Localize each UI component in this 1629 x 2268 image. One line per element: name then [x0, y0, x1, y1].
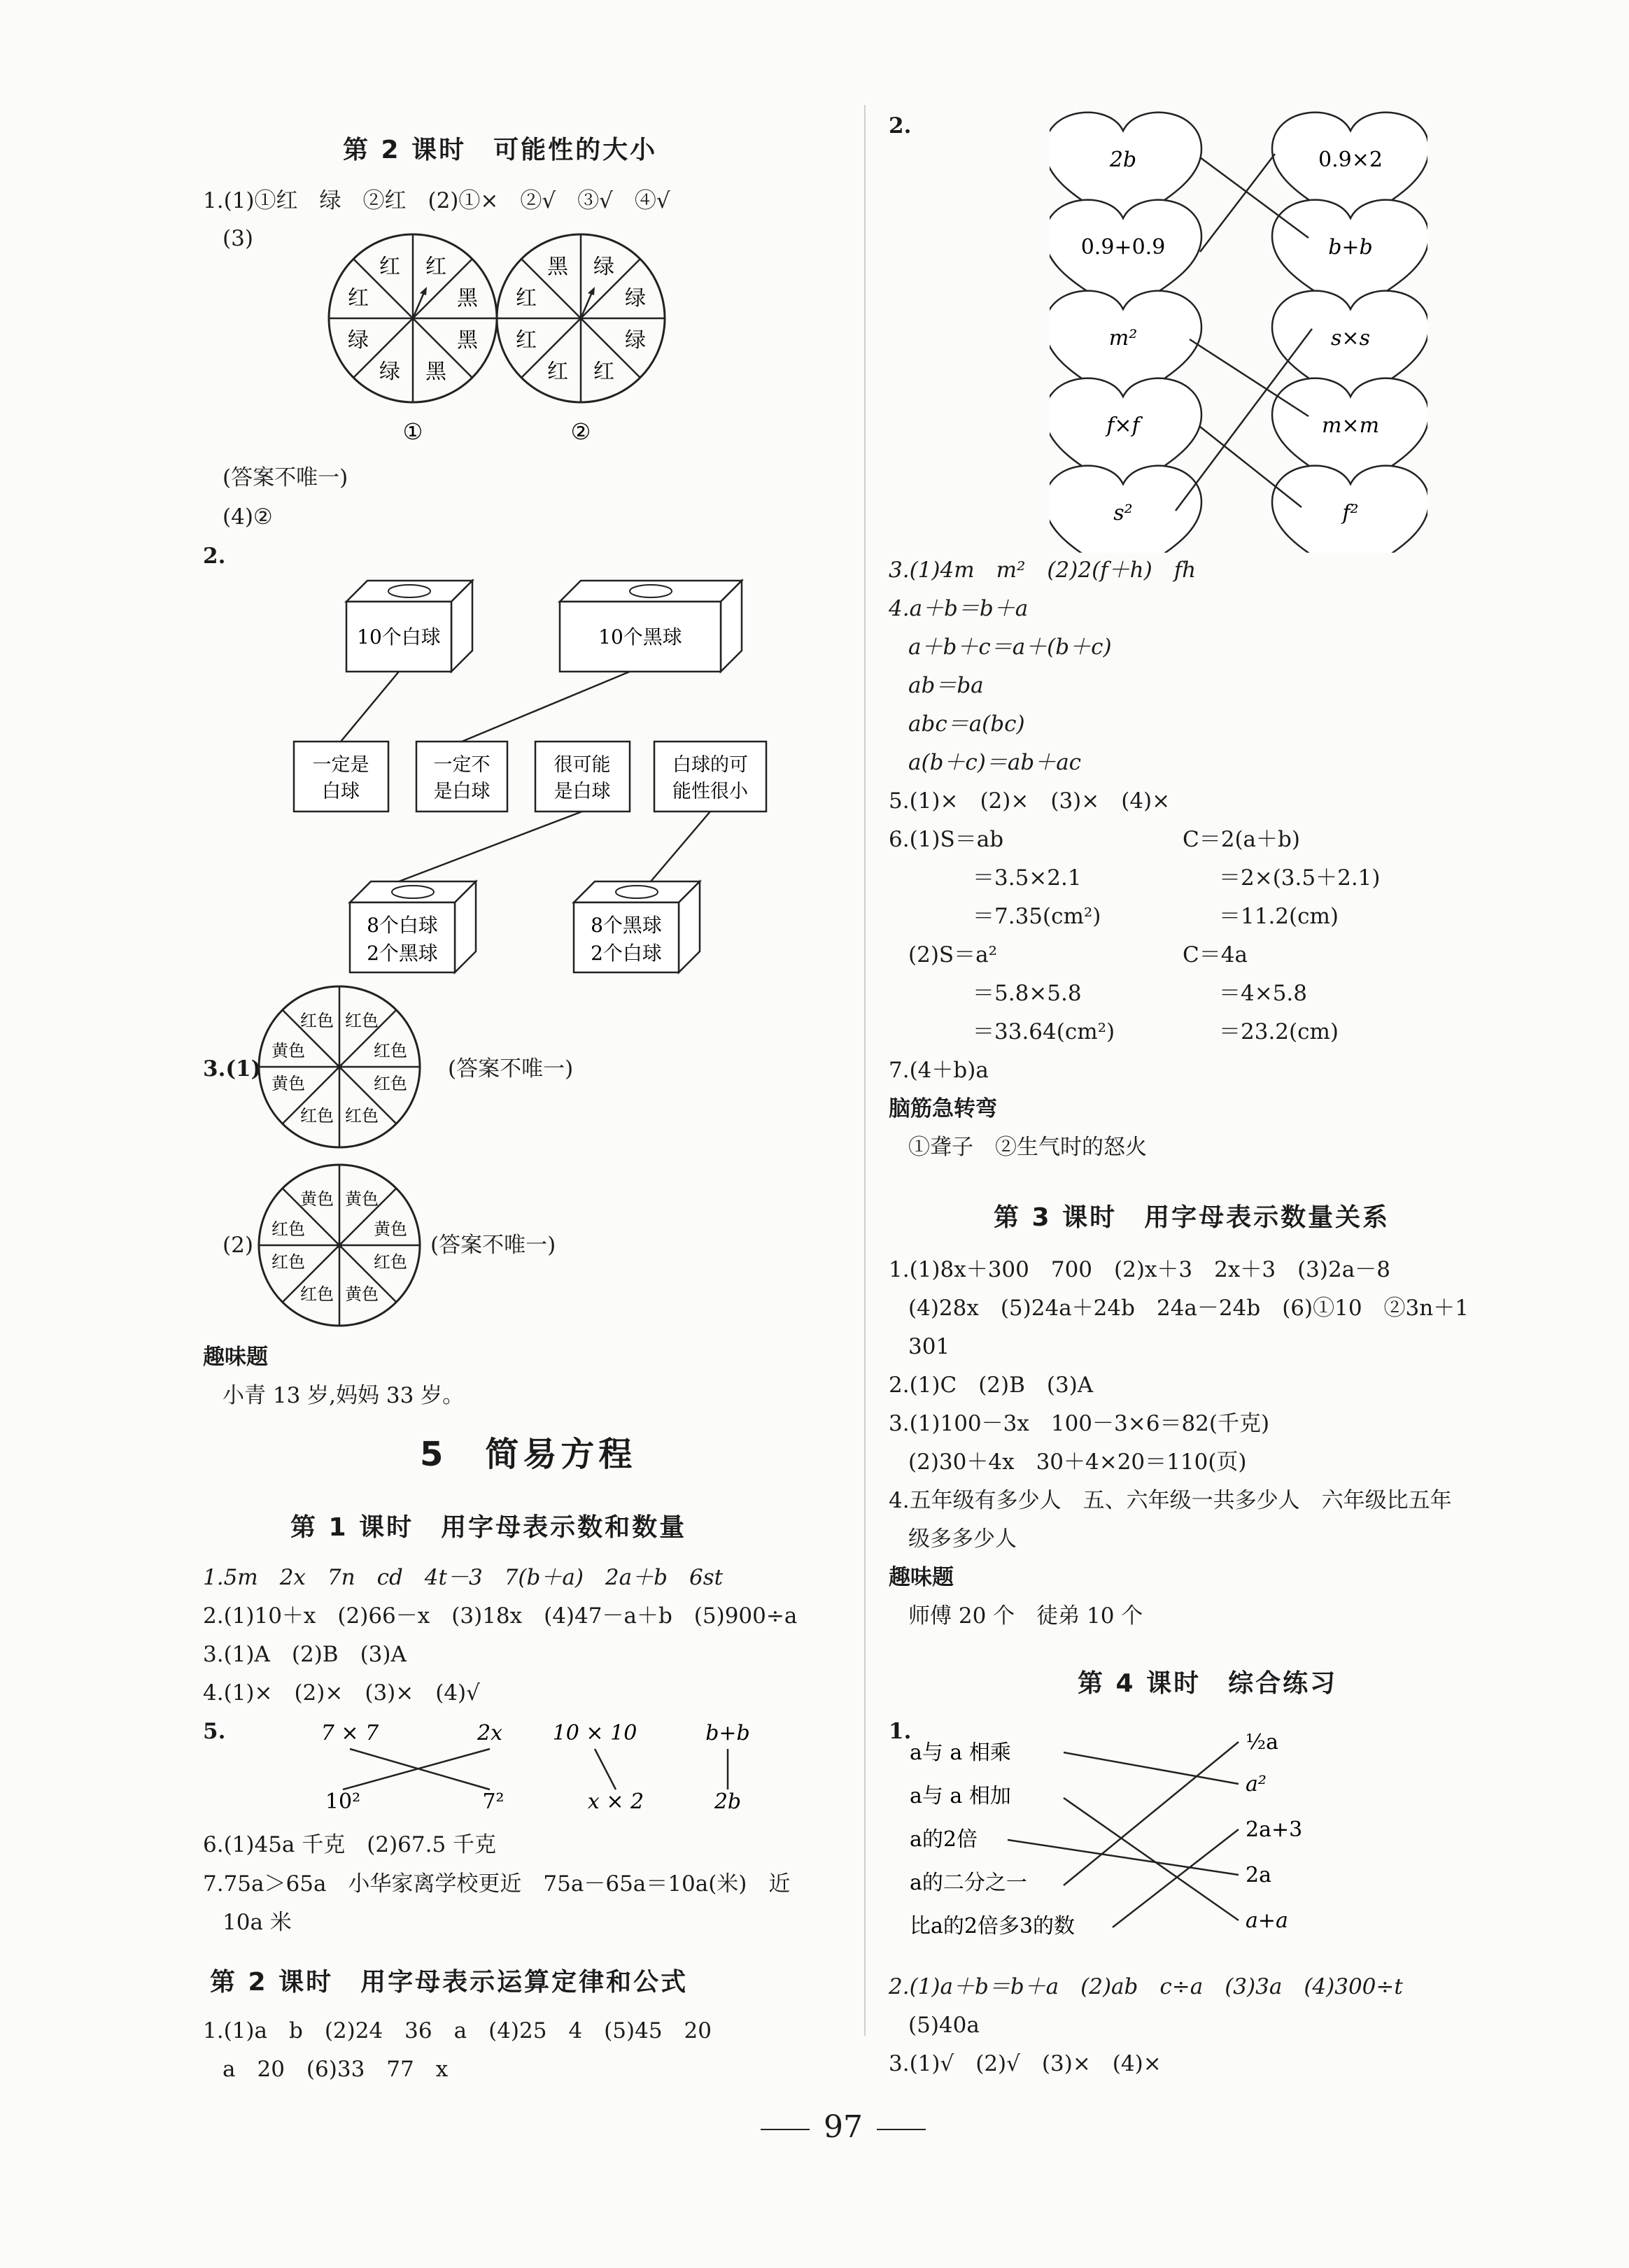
lesson1-answer-4: 4.(1)× (2)× (3)× (4)√	[203, 1680, 480, 1706]
match-left-2: a与 a 相加	[910, 1784, 1011, 1808]
heart-matching	[1050, 105, 1427, 553]
pie2-sector: 黄色	[374, 1219, 407, 1239]
pie1-sector: 红色	[300, 1011, 334, 1030]
section-title-lesson3: 第 3 课时 用字母表示数量关系	[994, 1203, 1390, 1232]
q5-top-1: 7 × 7	[320, 1721, 379, 1745]
pie2-sector: 红色	[272, 1252, 305, 1272]
right-answer-4-line4: abc＝a(bc)	[908, 711, 1025, 737]
spinner2-sector: 绿	[625, 328, 646, 353]
q5-bottom-2: 7²	[482, 1789, 505, 1814]
answer-1-4: (4)②	[223, 504, 273, 530]
section-title-lesson4: 第 4 课时 综合练习	[1078, 1669, 1338, 1698]
answer-3-1-label: 3.(1)	[203, 1056, 262, 1082]
note-not-unique-3: (答案不唯一)	[430, 1233, 556, 1258]
lesson3-answer-1-line1: 1.(1)8x＋300 700 (2)x＋3 2x＋3 (3)2a－8	[889, 1257, 1390, 1282]
spinner2-sector: 红	[516, 328, 537, 353]
q5-bottom-4: 2b	[714, 1789, 742, 1814]
match-right-2: a²	[1246, 1772, 1267, 1796]
mid-box-3-line1: 很可能	[553, 754, 611, 776]
spinner1-sector: 绿	[348, 328, 369, 353]
spinner1-sector: 黑	[457, 328, 478, 353]
box-bottom-2-line2: 2个白球	[591, 942, 662, 965]
spinner-2	[497, 234, 665, 445]
heart-right-3: s×s	[1331, 326, 1370, 350]
lesson3-answer-1-line3: 301	[908, 1334, 950, 1359]
q5-bottom-1: 10²	[325, 1789, 361, 1814]
spinner2-sector: 绿	[593, 255, 614, 279]
mid-box-1-line2: 白球	[322, 781, 360, 802]
fun-question-title-2: 趣味题	[889, 1565, 954, 1590]
answer-3-2-label: (2)	[223, 1233, 253, 1258]
match-left-3: a的2倍	[910, 1827, 978, 1852]
column-divider	[864, 105, 866, 2036]
right-answer-4-line3: ab＝ba	[908, 673, 984, 698]
right-answer-6-left-3: ＝7.35(cm²)	[973, 904, 1101, 929]
answer-2-label: 2.	[203, 544, 226, 569]
note-not-unique-2: (答案不唯一)	[448, 1056, 574, 1082]
box-bottom-1-line1: 8个白球	[367, 914, 438, 937]
box-top-1	[346, 581, 472, 672]
heart-right-4: m×m	[1321, 413, 1380, 438]
lesson1-answer-3: 3.(1)A (2)B (3)A	[203, 1642, 407, 1667]
brain-teaser-answer: ①聋子 ②生气时的怒火	[908, 1135, 1147, 1160]
match-left-5: 比a的2倍多3的数	[910, 1914, 1076, 1939]
answer-1-3: (3)	[223, 226, 253, 251]
pie2-sector: 红色	[272, 1219, 305, 1239]
right-answer-6-right-1: C＝2(a＋b)	[1183, 827, 1300, 852]
box-bottom-1	[350, 881, 476, 972]
right-answer-5: 5.(1)× (2)× (3)× (4)×	[889, 788, 1171, 814]
spinner1-sector: 红	[379, 255, 400, 279]
pie1-sector: 红色	[300, 1106, 334, 1126]
mid-box-1-line1: 一定是	[312, 754, 369, 776]
mid-box-4-line1: 白球的可	[672, 754, 748, 776]
mid-box-3-line2: 是白球	[553, 781, 611, 802]
box-bottom-2-line1: 8个黑球	[591, 914, 662, 937]
lesson1-answer-7-line1: 7.75a＞65a 小华家离学校更近 75a－65a＝10a(米) 近	[203, 1871, 791, 1897]
heart-left-3: m²	[1108, 326, 1138, 350]
right-answer-7: 7.(4＋b)a	[889, 1058, 989, 1083]
fun-question-answer-2: 师傅 20 个 徒弟 10 个	[908, 1603, 1143, 1629]
spinner1-sector: 红	[425, 255, 446, 279]
lesson3-answer-3-line1: 3.(1)100－3x 100－3×6＝82(千克)	[889, 1411, 1270, 1436]
fun-question-answer: 小青 13 岁,妈妈 33 岁。	[223, 1383, 465, 1408]
right-answer-6-left-5: ＝5.8×5.8	[973, 981, 1082, 1006]
heart-left-4: f×f	[1106, 413, 1140, 438]
brain-teaser-title: 脑筋急转弯	[889, 1096, 997, 1121]
spinner1-sector: 黑	[425, 360, 446, 384]
lesson3-answer-4-line1: 4.五年级有多少人 五、六年级一共多少人 六年级比五年	[889, 1488, 1452, 1513]
mid-box-2-line2: 是白球	[433, 781, 491, 802]
box-matching-diagram	[280, 570, 770, 976]
pie1-sector: 红色	[345, 1106, 379, 1126]
q5-top-2: 2x	[477, 1721, 503, 1745]
right-answer-4-line1: 4.a＋b＝b＋a	[889, 596, 1029, 621]
lesson3-answer-4-line2: 级多多少人	[908, 1526, 1017, 1552]
page-number-value: 97	[824, 2109, 863, 2145]
right-answer-6-left-2: ＝3.5×2.1	[973, 865, 1082, 891]
lesson1-answer-1: 1.5m 2x 7n cd 4t－3 7(b＋a) 2a＋b 6st	[203, 1565, 724, 1590]
lesson4-answer-3: 3.(1)√ (2)√ (3)× (4)×	[889, 2051, 1162, 2076]
lesson3-answer-3-line2: (2)30＋4x 30＋4×20＝110(页)	[908, 1450, 1247, 1475]
box-top-2	[560, 581, 742, 672]
q5-matching	[301, 1717, 756, 1815]
match-left-1: a与 a 相乘	[910, 1741, 1011, 1765]
heart-left-1: 2b	[1109, 148, 1137, 172]
right-answer-6-left-4: (2)S＝a²	[908, 942, 998, 968]
lesson1-answer-7-line2: 10a 米	[223, 1910, 292, 1935]
mid-box-4-line2: 能性很小	[672, 781, 748, 802]
lesson1-answer-6: 6.(1)45a 千克 (2)67.5 千克	[203, 1832, 497, 1857]
right-answer-6-right-4: C＝4a	[1183, 942, 1248, 968]
section-title-lesson2: 第 2 课时 可能性的大小	[343, 136, 658, 164]
pie1-sector: 黄色	[272, 1041, 305, 1061]
spinner2-sector: 红	[516, 286, 537, 311]
heart-right-5: f²	[1342, 501, 1359, 525]
lesson1-answer-5-label: 5.	[203, 1719, 226, 1744]
spinner1-sector: 红	[348, 286, 369, 311]
match-left-4: a的二分之一	[910, 1871, 1027, 1895]
box-bottom-1-line2: 2个黑球	[367, 942, 438, 965]
box-top-2-label: 10个黑球	[598, 625, 682, 648]
pie-2	[255, 1161, 423, 1329]
answer-1: 1.(1)①红 绿 ②红 (2)①× ②√ ③√ ④√	[203, 188, 670, 213]
lesson4-answer-2-line2: (5)40a	[908, 2013, 980, 2038]
pie1-sector: 红色	[374, 1074, 407, 1093]
lesson4-answer-2-line1: 2.(1)a＋b＝b＋a (2)ab c÷a (3)3a (4)300÷t	[889, 1974, 1403, 1999]
match-right-3: 2a+3	[1246, 1817, 1303, 1842]
right-answer-2-label: 2.	[889, 113, 912, 139]
lesson2-answer-1-line2: a 20 (6)33 77 x	[223, 2057, 449, 2082]
spinner-1	[329, 234, 497, 445]
right-answer-6-left-1: 6.(1)S＝ab	[889, 827, 1004, 852]
lesson3-answer-2: 2.(1)C (2)B (3)A	[889, 1373, 1094, 1398]
pie2-sector: 黄色	[345, 1284, 379, 1304]
right-answer-6-right-2: ＝2×(3.5＋2.1)	[1219, 865, 1381, 891]
note-not-unique-1: (答案不唯一)	[223, 465, 348, 490]
match-right-4: 2a	[1246, 1863, 1271, 1887]
section-title-lesson2-formulas: 第 2 课时 用字母表示运算定律和公式	[210, 1968, 689, 1997]
spinner2-sector: 红	[593, 360, 614, 384]
q5-bottom-3: x × 2	[587, 1789, 644, 1814]
spinner2-sector: 绿	[625, 286, 646, 311]
right-answer-6-right-6: ＝23.2(cm)	[1219, 1019, 1339, 1044]
lesson1-answer-2: 2.(1)10＋x (2)66－x (3)18x (4)47－a＋b (5)900÷a	[203, 1603, 798, 1629]
spinner2-label: ②	[570, 418, 591, 445]
pie2-sector: 红色	[374, 1252, 407, 1272]
spinner2-sector: 红	[547, 360, 568, 384]
chapter-title: 5 简易方程	[420, 1435, 637, 1474]
match-right-1: ½a	[1246, 1730, 1278, 1755]
spinner1-sector: 绿	[379, 360, 400, 384]
spinner1-sector: 黑	[457, 286, 478, 311]
heart-left-2: 0.9+0.9	[1080, 235, 1166, 260]
heart-left-5: s²	[1113, 501, 1133, 525]
heart-right-2: b+b	[1328, 235, 1373, 260]
right-answer-4-line5: a(b＋c)＝ab＋ac	[908, 750, 1082, 775]
match-right-5: a+a	[1246, 1908, 1288, 1933]
mid-box-2-line1: 一定不	[433, 754, 491, 776]
heart-right-1: 0.9×2	[1318, 148, 1383, 172]
pie1-sector: 黄色	[272, 1074, 305, 1093]
section-title-lesson1: 第 1 课时 用字母表示数和数量	[290, 1513, 687, 1542]
pie-1	[255, 983, 423, 1151]
page-number	[742, 2109, 945, 2145]
pie1-sector: 红色	[345, 1011, 379, 1030]
lesson4-answer-1-label: 1.	[889, 1719, 912, 1744]
box-top-1-label: 10个白球	[357, 625, 441, 648]
right-answer-6-right-3: ＝11.2(cm)	[1219, 904, 1339, 929]
spinner2-sector: 黑	[547, 255, 568, 279]
q5-top-4: b+b	[705, 1721, 750, 1745]
right-answer-4-line2: a＋b＋c＝a＋(b＋c)	[908, 635, 1112, 660]
right-answer-6-left-6: ＝33.64(cm²)	[973, 1019, 1115, 1044]
spinner1-label: ①	[402, 418, 423, 445]
q5-top-3: 10 × 10	[552, 1721, 637, 1745]
lesson2-answer-1-line1: 1.(1)a b (2)24 36 a (4)25 4 (5)45 20	[203, 2018, 712, 2043]
right-answer-3: 3.(1)4m m² (2)2(f＋h) fh	[889, 558, 1197, 583]
pie2-sector: 红色	[300, 1284, 334, 1304]
pie1-sector: 红色	[374, 1041, 407, 1061]
pie2-sector: 黄色	[300, 1189, 334, 1209]
fun-question-title: 趣味题	[203, 1345, 268, 1370]
right-answer-6-right-5: ＝4×5.8	[1219, 981, 1307, 1006]
spinner-figures	[308, 224, 686, 455]
lesson3-answer-1-line2: (4)28x (5)24a＋24b 24a－24b (6)①10 ②3n＋1	[908, 1296, 1469, 1321]
pie2-sector: 黄色	[345, 1189, 379, 1209]
box-bottom-2	[574, 881, 700, 972]
lesson4-matching	[903, 1714, 1337, 1952]
